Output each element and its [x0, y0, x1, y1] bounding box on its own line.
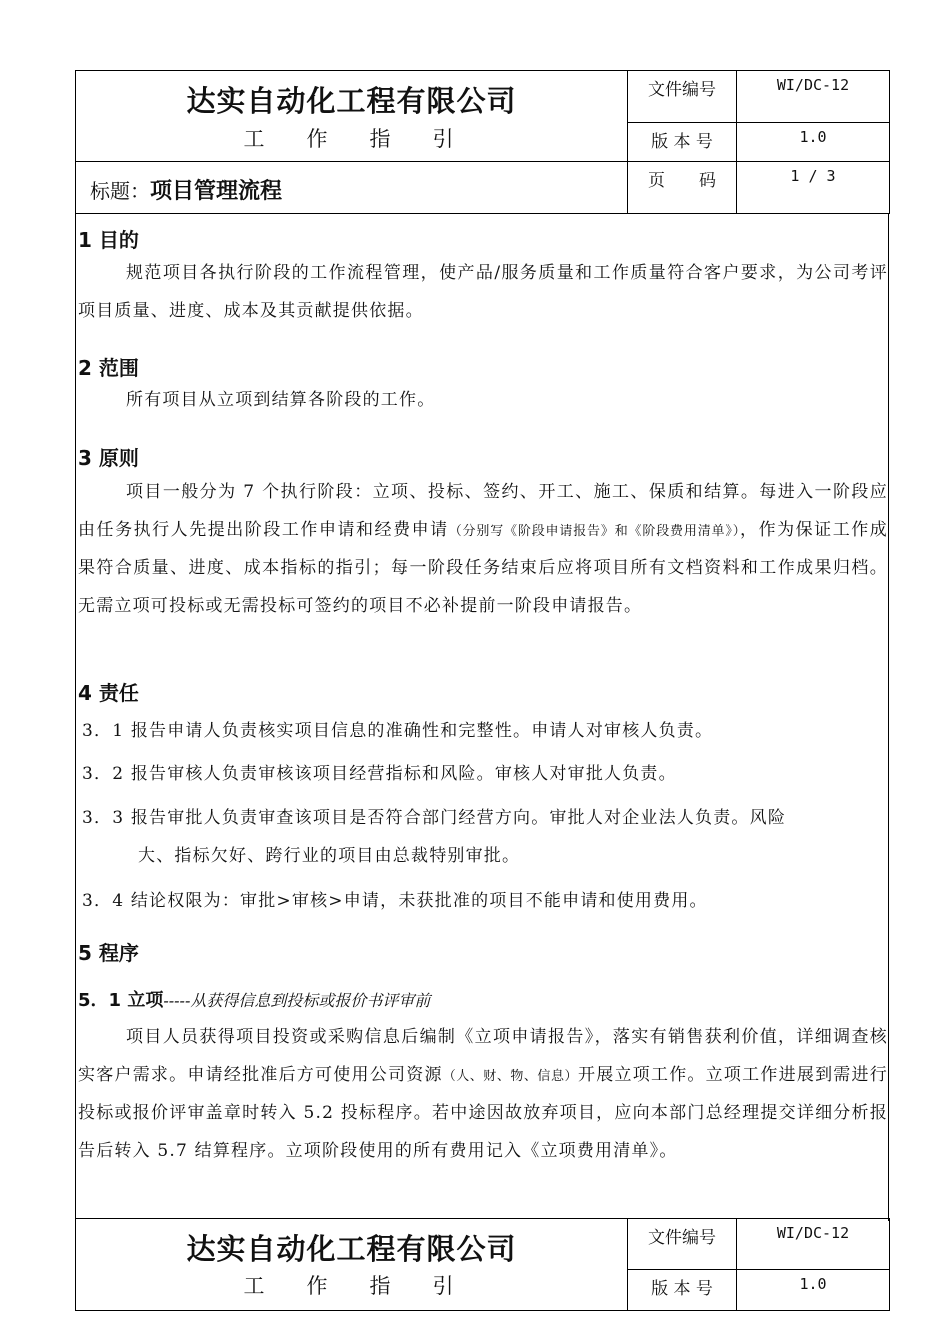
header-table-top: [75, 70, 890, 214]
body-border-right: [888, 213, 889, 1221]
document-type: 工作指引: [243, 127, 496, 151]
page-value: 1 / 3: [790, 167, 836, 185]
file-no-value: WI/DC-12: [776, 76, 850, 94]
title-prefix: 标题：: [90, 179, 150, 203]
responsibility-item-3-line2: 大、指标欠好、跨行业的项目由总裁特别审批。: [138, 846, 521, 866]
responsibility-item-3: [82, 799, 888, 875]
section-heading-responsibility: 4 责任: [78, 681, 139, 705]
section-text-purpose: 规范项目各执行阶段的工作流程管理，使产品/服务质量和工作质量符合客户要求，为公司考评项目质量、进度、成本及其贡献提供依据。: [78, 263, 888, 321]
file-no-label-bottom: 文件编号: [648, 1228, 716, 1248]
responsibility-item-4: 3．4 结论权限为：审批>审核>申请，未获批准的项目不能申请和使用费用。: [82, 891, 708, 911]
initiation-text-b: 开展立项工作。立项工作进展到需进行投标或报价评审盖章时转入 5.2 投标程序。若中途因故放弃项目，应向本部门总经理提交详细分析报告后转入 5.7 结算程序。立项阶段使用的所有费用记入《立项费用清单》。: [78, 1064, 888, 1161]
responsibility-item-3-line1: 3．3 报告审批人负责审查该项目是否符合部门经营方向。审批人对企业法人负责。风险: [82, 808, 787, 828]
section-heading-purpose: 1 目的: [78, 228, 139, 252]
file-no-label: 文件编号: [648, 80, 716, 100]
section-text-principle: [78, 474, 888, 625]
company-name-bottom: 达实自动化工程有限公司: [186, 1232, 517, 1266]
document-title: 项目管理流程: [150, 179, 283, 204]
subsection-heading-initiation: [78, 986, 430, 1012]
responsibility-item-1: 3．1 报告申请人负责核实项目信息的准确性和完整性。申请人对审核人负责。: [82, 721, 714, 741]
initiation-description: -----从获得信息到投标或报价书评审前: [163, 991, 431, 1010]
document-type-bottom: 工作指引: [243, 1274, 496, 1298]
document-title-row: [90, 174, 282, 205]
initiation-text-a: 项目人员获得项目投资或采购信息后编制《立项申请报告》，落实有销售获利价值，详细调查核实客户需求。申请经批准后方可使用公司资源: [78, 1027, 888, 1085]
section-heading-procedure: 5 程序: [78, 941, 139, 965]
section-heading-principle: 3 原则: [78, 446, 139, 470]
section-heading-scope: 2 范围: [78, 356, 139, 380]
page-label: 页 码: [648, 171, 716, 191]
principle-text-b: ，作为保证工作成果符合质量、进度、成本指标的指引；每一阶段任务结束后应将项目所有文档资料和工作成果归档。无需立项可投标或无需投标可签约的项目不必补提前一阶段申请报告。: [78, 519, 888, 616]
version-label: 版 本 号: [651, 132, 713, 152]
section-text-initiation: [78, 1019, 888, 1170]
body-border-left: [75, 213, 76, 1221]
version-value-bottom: 1.0: [799, 1275, 827, 1293]
company-name: 达实自动化工程有限公司: [186, 84, 517, 118]
initiation-text-note: （人、财、物、信息）: [442, 1068, 579, 1084]
version-label-bottom: 版 本 号: [651, 1279, 713, 1299]
principle-text-a: 项目一般分为 7 个执行阶段：立项、投标、签约、开工、施工、保质和结算。每进入一阶段应由任务执行人先提出阶段工作申请和经费申请: [78, 482, 888, 540]
responsibility-item-2: 3．2 报告审核人负责审核该项目经营指标和风险。审核人对审批人负责。: [82, 764, 677, 784]
version-value: 1.0: [799, 128, 827, 146]
initiation-heading: 5．1 立项: [78, 990, 164, 1011]
principle-text-note: （分别写《阶段申请报告》和《阶段费用清单》）: [448, 523, 741, 539]
file-no-value-bottom: WI/DC-12: [776, 1224, 850, 1242]
section-text-scope: 所有项目从立项到结算各阶段的工作。: [126, 390, 436, 410]
header-table-bottom: [75, 1218, 890, 1311]
